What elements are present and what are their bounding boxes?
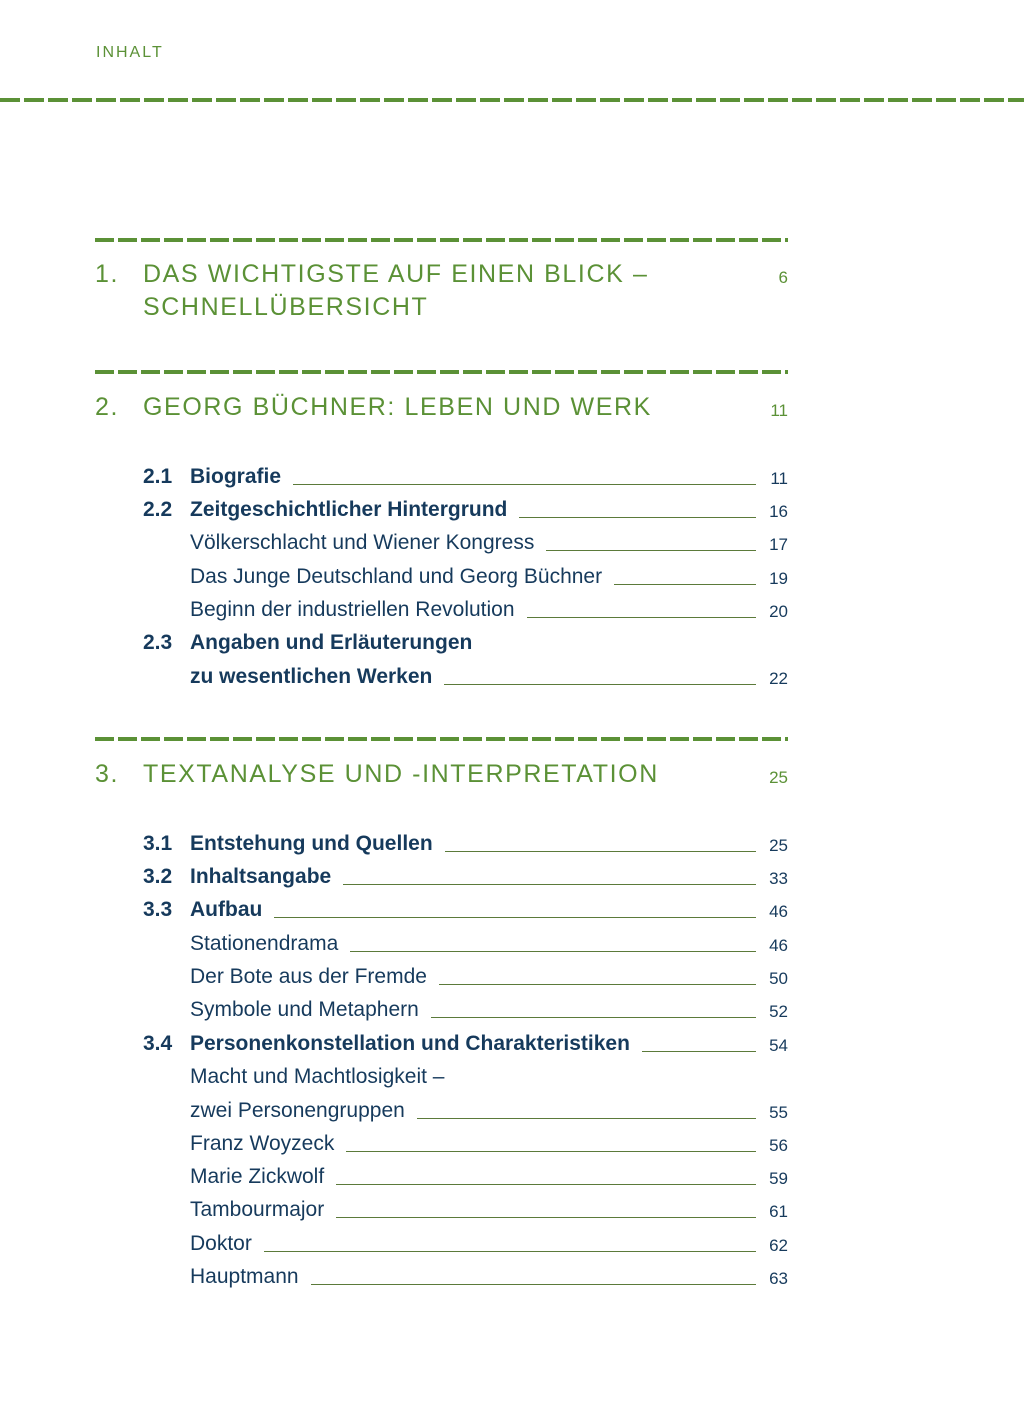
chapter-number: 1. bbox=[95, 260, 120, 288]
entry-label: Beginn der industriellen Revolution bbox=[190, 593, 527, 626]
toc-entry[interactable] bbox=[143, 460, 788, 493]
entry-page: 62 bbox=[769, 1236, 788, 1255]
entry-page: 19 bbox=[769, 569, 788, 588]
entry-label: Doktor bbox=[190, 1227, 264, 1260]
entry-label: Personenkonstellation und Charakteristiken bbox=[190, 1027, 642, 1060]
entry-page: 46 bbox=[769, 936, 788, 955]
toc-entry[interactable] bbox=[143, 1227, 788, 1260]
entry-number: 2.1 bbox=[143, 465, 173, 488]
entry-page: 16 bbox=[769, 502, 788, 521]
entry-label: Entstehung und Quellen bbox=[190, 827, 445, 860]
entry-label: Stationendrama bbox=[190, 927, 350, 960]
entry-page: 11 bbox=[770, 469, 788, 488]
entry-page: 46 bbox=[769, 902, 788, 921]
chapter-page: 6 bbox=[778, 268, 788, 287]
entry-label: Der Bote aus der Fremde bbox=[190, 960, 439, 993]
toc-entry[interactable] bbox=[143, 860, 788, 893]
chapter-heading-3[interactable] bbox=[95, 758, 788, 791]
chapter-title: TEXTANALYSE UND -INTERPRETATION bbox=[143, 760, 659, 788]
entry-label: zwei Personengruppen bbox=[190, 1094, 417, 1127]
running-head: INHALT bbox=[96, 44, 164, 61]
entry-page: 17 bbox=[769, 535, 788, 554]
entry-page: 63 bbox=[769, 1269, 788, 1288]
toc-entry[interactable] bbox=[143, 1127, 788, 1160]
toc-entry[interactable] bbox=[143, 960, 788, 993]
leader-line bbox=[190, 917, 756, 918]
toc-entry[interactable] bbox=[143, 493, 788, 526]
toc-entry[interactable] bbox=[143, 593, 788, 626]
chapter-number: 2. bbox=[95, 393, 120, 421]
entry-page: 54 bbox=[769, 1036, 788, 1055]
chapter-title: DAS WICHTIGSTE AUF EINEN BLICK – SCHNELLÜBERSICHT bbox=[143, 260, 649, 321]
toc-entry[interactable] bbox=[143, 626, 788, 659]
entry-page: 56 bbox=[769, 1136, 788, 1155]
entry-label: Marie Zickwolf bbox=[190, 1160, 336, 1193]
toc-entry[interactable] bbox=[143, 993, 788, 1026]
toc-entry[interactable] bbox=[143, 560, 788, 593]
toc-entry[interactable] bbox=[143, 1260, 788, 1293]
entry-number: 2.3 bbox=[143, 631, 173, 654]
top-dashed-rule bbox=[0, 98, 1024, 102]
entry-page: 50 bbox=[769, 969, 788, 988]
leader-line bbox=[190, 1251, 756, 1252]
entry-label: Tambourmajor bbox=[190, 1193, 336, 1226]
chapter-title: GEORG BÜCHNER: LEBEN UND WERK bbox=[143, 393, 652, 421]
entry-number: 3.4 bbox=[143, 1032, 173, 1055]
chapter-rule bbox=[95, 370, 788, 374]
entry-number: 3.2 bbox=[143, 865, 173, 888]
entry-page: 61 bbox=[769, 1202, 788, 1221]
toc-entry[interactable] bbox=[143, 526, 788, 559]
entry-label: Aufbau bbox=[190, 893, 274, 926]
toc-entry[interactable] bbox=[143, 927, 788, 960]
entry-number: 3.1 bbox=[143, 832, 173, 855]
chapter-page: 11 bbox=[770, 401, 788, 420]
entry-label: Macht und Machtlosigkeit – bbox=[190, 1060, 456, 1093]
toc-entry[interactable] bbox=[143, 1160, 788, 1193]
toc-entry[interactable] bbox=[143, 660, 788, 693]
toc-entry[interactable] bbox=[143, 893, 788, 926]
entry-page: 52 bbox=[769, 1002, 788, 1021]
entry-number: 3.3 bbox=[143, 898, 173, 921]
entry-label: Inhaltsangabe bbox=[190, 860, 343, 893]
entry-page: 22 bbox=[769, 669, 788, 688]
toc-entry[interactable] bbox=[143, 827, 788, 860]
entry-label: zu wesentlichen Werken bbox=[190, 660, 444, 693]
entry-label: Biografie bbox=[190, 460, 293, 493]
entry-page: 33 bbox=[769, 869, 788, 888]
toc-entry[interactable] bbox=[143, 1027, 788, 1060]
entry-label: Das Junge Deutschland und Georg Büchner bbox=[190, 560, 614, 593]
entry-page: 20 bbox=[769, 602, 788, 621]
entry-label: Zeitgeschichtlicher Hintergrund bbox=[190, 493, 519, 526]
entry-label: Angaben und Erläuterungen bbox=[190, 626, 484, 659]
chapter-number: 3. bbox=[95, 760, 120, 788]
chapter-page: 25 bbox=[769, 768, 788, 787]
entry-label: Hauptmann bbox=[190, 1260, 311, 1293]
entry-label: Symbole und Metaphern bbox=[190, 993, 431, 1026]
entry-number: 2.2 bbox=[143, 498, 173, 521]
entry-page: 25 bbox=[769, 836, 788, 855]
entry-label: Völkerschlacht und Wiener Kongress bbox=[190, 526, 546, 559]
chapter-rule bbox=[95, 238, 788, 242]
entry-label: Franz Woyzeck bbox=[190, 1127, 346, 1160]
entry-page: 55 bbox=[769, 1103, 788, 1122]
chapter-rule bbox=[95, 737, 788, 741]
chapter-heading-1[interactable] bbox=[95, 258, 788, 324]
entry-page: 59 bbox=[769, 1169, 788, 1188]
chapter-heading-2[interactable] bbox=[95, 391, 788, 424]
toc-entry[interactable] bbox=[143, 1193, 788, 1226]
toc-entry[interactable] bbox=[143, 1094, 788, 1127]
toc-entry[interactable] bbox=[143, 1060, 788, 1093]
